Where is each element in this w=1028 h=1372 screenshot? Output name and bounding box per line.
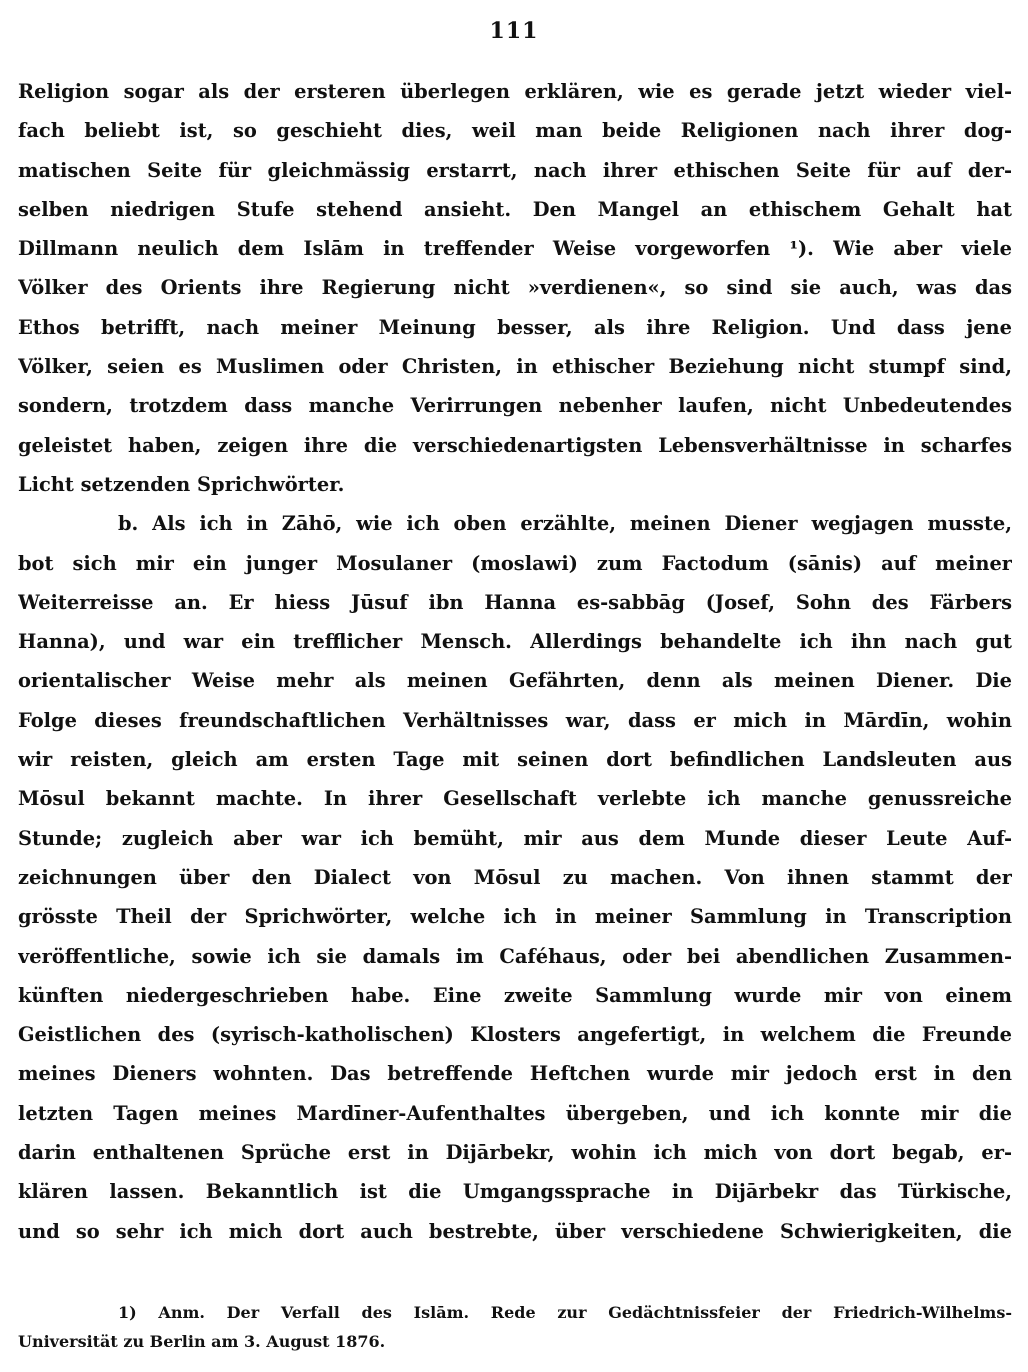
- text-line: Stunde; zugleich aber war ich bemüht, mir aus dem Munde dieser Leute Auf-: [18, 826, 1012, 850]
- text-line: Religion sogar als der ersteren überlegen erklären, wie es gerade jetzt wieder viel-: [18, 80, 1012, 103]
- text-line: Hanna), und war ein trefflicher Mensch. Allerdings behandelte ich ihn nach gut: [18, 630, 1012, 654]
- paragraph-2: [18, 504, 1012, 1251]
- text-line: geleistet haben, zeigen ihre die verschiedenartigsten Lebensverhältnisse in scharfes: [18, 433, 1012, 457]
- text-line: zeichnungen über den Dialect von Mōsul zu machen. Von ihnen stammt der: [18, 865, 1012, 889]
- text-line: Licht setzenden Sprichwörter.: [18, 472, 345, 496]
- text-line: Völker, seien es Muslimen oder Christen, in ethischer Beziehung nicht stumpf sind,: [18, 355, 1012, 379]
- text-line: meines Dieners wohnten. Das betreffende Heftchen wurde mir jedoch erst in den: [18, 1062, 1012, 1086]
- text-line: Weiterreisse an. Er hiess Jūsuf ibn Hanna es-sabbāg (Josef, Sohn des Färbers: [18, 590, 1012, 614]
- text-line: und so sehr ich mich dort auch bestrebte, über verschiedene Schwierigkeiten, die: [18, 1219, 1012, 1243]
- footnote-line: 1) Anm. Der Verfall des Islām. Rede zur Gedächtnissfeier der Friedrich-Wilhelms-: [118, 1303, 1012, 1322]
- text-line: wir reisten, gleich am ersten Tage mit seinen dort befindlichen Landsleuten aus: [18, 748, 1012, 772]
- text-line: Dillmann neulich dem Islām in treffender Weise vorgeworfen ¹). Wie aber viele: [18, 237, 1012, 261]
- text-line: veröffentliche, sowie ich sie damals im Caféhaus, oder bei abendlichen Zusammen-: [18, 944, 1012, 968]
- text-line: Folge dieses freundschaftlichen Verhältnisses war, dass er mich in Mārdīn, wohin: [18, 708, 1012, 732]
- text-line: Ethos betrifft, nach meiner Meinung besser, als ihre Religion. Und dass jene: [18, 315, 1012, 339]
- text-line: matischen Seite für gleichmässig erstarrt, nach ihrer ethischen Seite für auf der-: [18, 158, 1012, 182]
- text-line: fach beliebt ist, so geschieht dies, weil man beide Religionen nach ihrer dog-: [18, 119, 1012, 143]
- text-line: selben niedrigen Stufe stehend ansieht. Den Mangel an ethischem Gehalt hat: [18, 197, 1012, 221]
- body-text: [18, 72, 1012, 1251]
- text-line: künften niedergeschrieben habe. Eine zweite Sammlung wurde mir von einem: [18, 983, 1012, 1007]
- footnote: [18, 1298, 1012, 1356]
- text-line: bot sich mir ein junger Mosulaner (moslawi) zum Factodum (sānis) auf meiner: [18, 551, 1012, 575]
- text-line: Mōsul bekannt machte. In ihrer Gesellschaft verlebte ich manche genussreiche: [18, 787, 1012, 811]
- footnote-line: Universität zu Berlin am 3. August 1876.: [18, 1332, 386, 1351]
- text-line: sondern, trotzdem dass manche Verirrungen nebenher laufen, nicht Unbedeutendes: [18, 394, 1012, 418]
- page-number: 111: [489, 18, 539, 44]
- text-line: darin enthaltenen Sprüche erst in Dijārbekr, wohin ich mich von dort begab, er-: [18, 1141, 1012, 1165]
- text-line: Geistlichen des (syrisch-katholischen) Klosters angefertigt, in welchem die Freunde: [18, 1023, 1012, 1047]
- text-line: klären lassen. Bekanntlich ist die Umgangssprache in Dijārbekr das Türkische,: [18, 1180, 1012, 1204]
- text-line: orientalischer Weise mehr als meinen Gefährten, denn als meinen Diener. Die: [18, 669, 1012, 693]
- text-line: letzten Tagen meines Mardīner-Aufenthaltes übergeben, und ich konnte mir die: [18, 1101, 1012, 1125]
- text-line: b. Als ich in Zāhō, wie ich oben erzählte, meinen Diener wegjagen musste,: [118, 512, 1012, 536]
- text-line: Völker des Orients ihre Regierung nicht »verdienen«, so sind sie auch, was das: [18, 276, 1012, 300]
- paragraph-1: [18, 72, 1012, 504]
- text-line: grösste Theil der Sprichwörter, welche ich in meiner Sammlung in Transcription: [18, 905, 1012, 929]
